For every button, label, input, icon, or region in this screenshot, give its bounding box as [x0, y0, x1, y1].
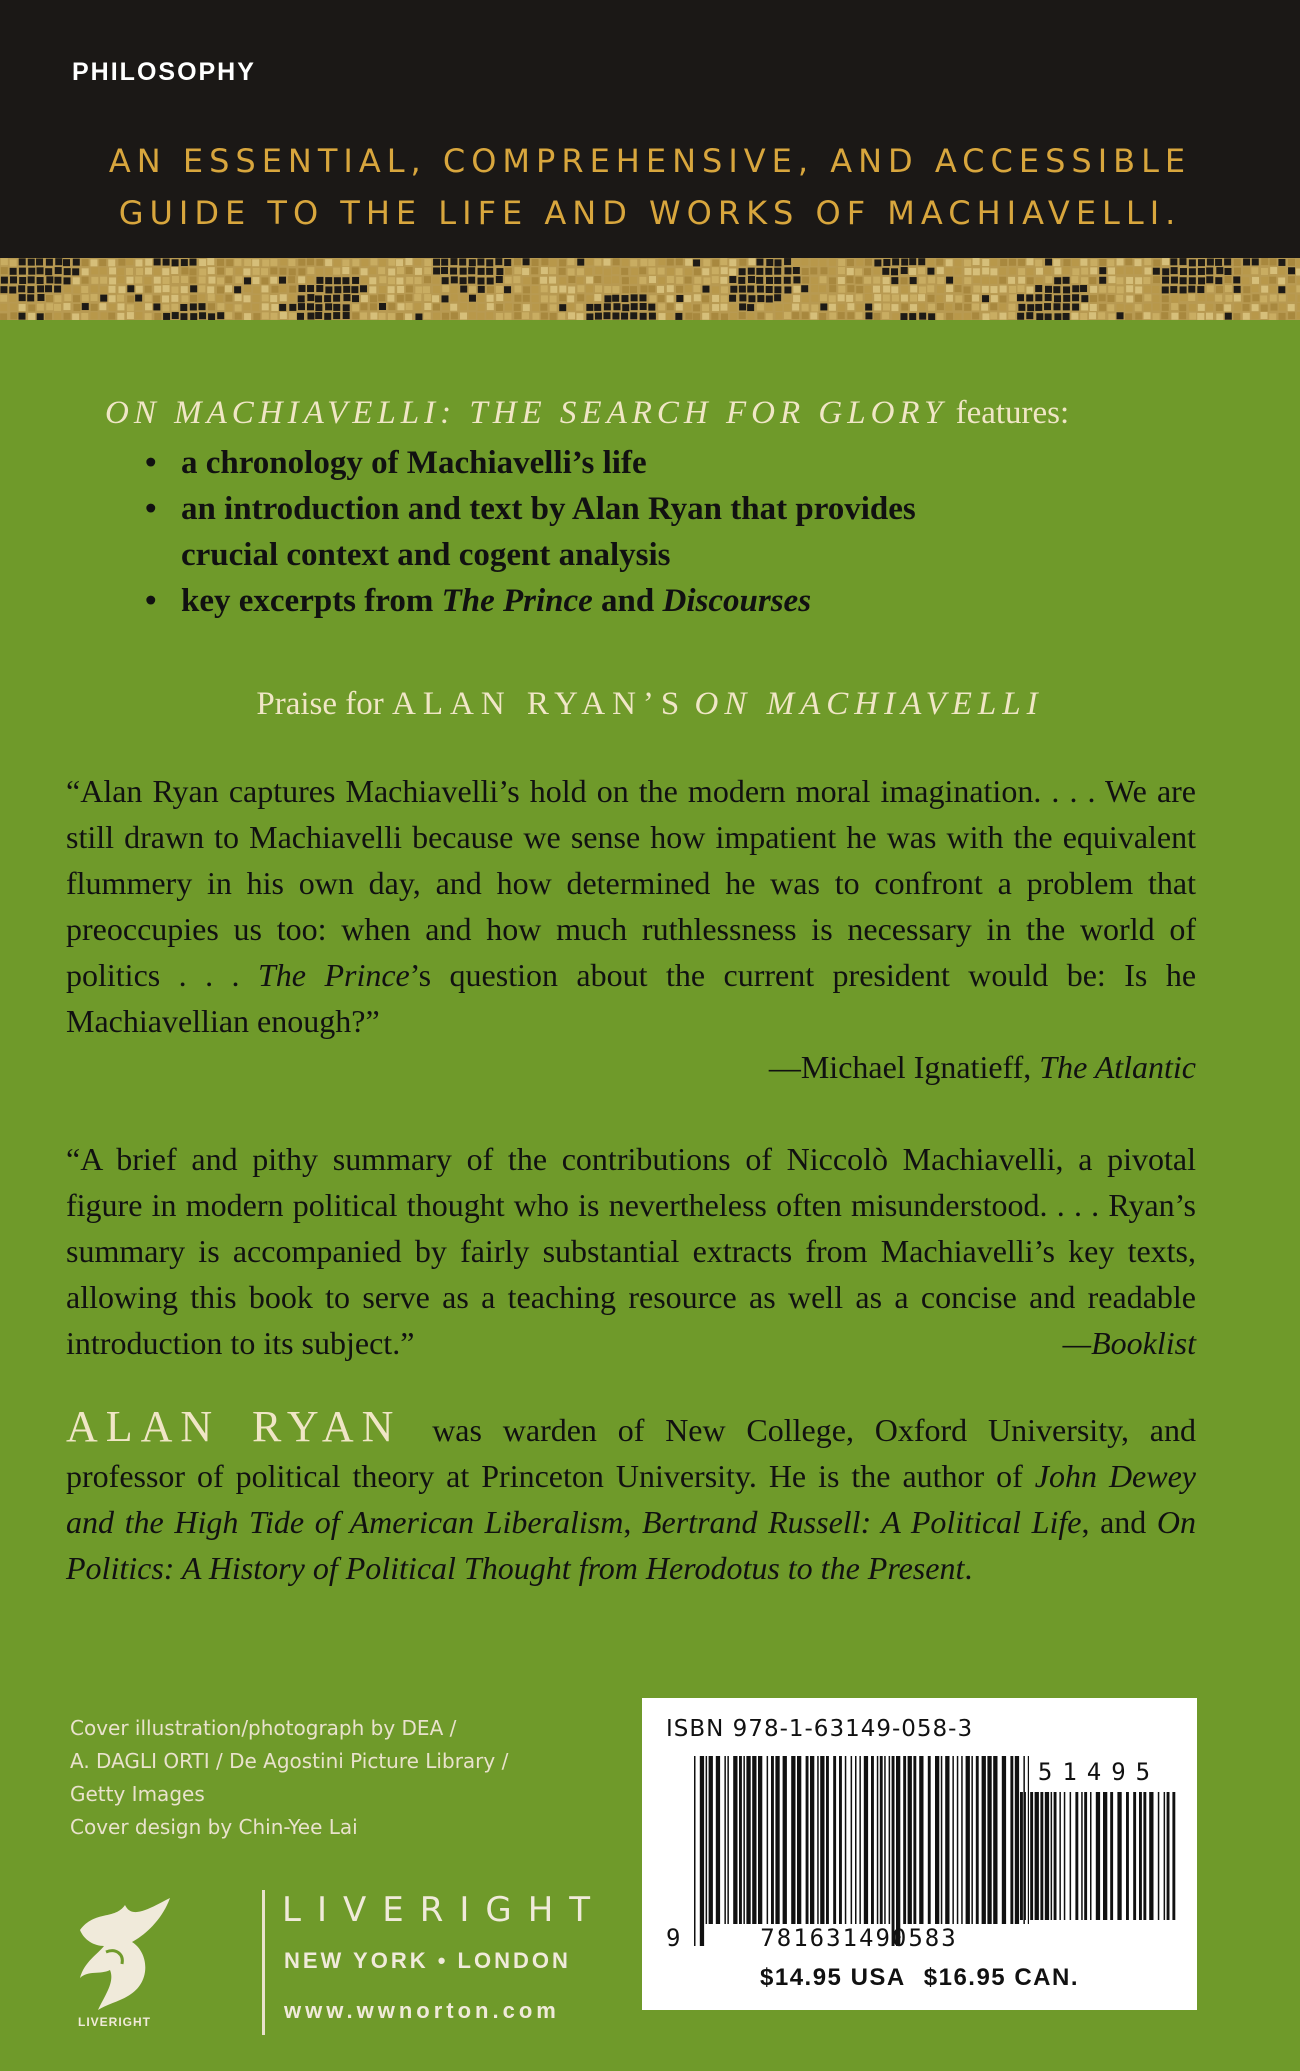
author-bio — [66, 1404, 1196, 1591]
bio-text: , — [623, 1504, 642, 1540]
blurb-quote — [66, 768, 1196, 1090]
feature-book-title: Discourses — [662, 583, 812, 619]
praise-book-title: ON MACHIAVELLI — [694, 686, 1044, 722]
prices — [642, 1964, 1197, 1992]
feature-book-title: The Prince — [441, 583, 593, 619]
bio-book-title: John Dewey and the High Tide of American Liberalism — [66, 1458, 1197, 1540]
praise-author: ALAN RYAN’S — [392, 686, 687, 722]
ean-digits: 781631490583 — [760, 1924, 958, 1952]
features-book-title: ON MACHIAVELLI: THE SEARCH FOR GLORY — [105, 395, 948, 431]
cover-credits — [70, 1712, 630, 1844]
publisher-website-link[interactable]: www.wwnorton.com — [284, 1998, 560, 2023]
publisher-cities: NEW YORK • LONDON — [284, 1948, 571, 1973]
quote-text — [66, 768, 1196, 1044]
features-heading — [105, 390, 1215, 436]
category-label: PHILOSOPHY — [72, 58, 256, 86]
feature-item-text: an introduction and text by Alan Ryan that provides — [181, 491, 916, 527]
quote-attribution — [66, 1044, 1196, 1090]
quote-source: —Booklist — [1062, 1325, 1196, 1361]
feature-item-text: and — [592, 583, 663, 619]
quote-text: “A brief and pithy summary of the contributions of Niccolò Machiavelli, a pivotal figure in modern political thought who is nevertheless often misunderstood. . . . Ryan’s summary is accompanied by fairly substantial extracts from Machiavelli’s key texts, allowing this book to serve as a teaching resource as well as a concise and readable introduction to its subject.” — [66, 1141, 1196, 1361]
liveright-horse-logo-icon — [70, 1890, 185, 2035]
credit-line: Cover design by Chin-Yee Lai — [70, 1815, 358, 1839]
mosaic-pattern — [0, 258, 1300, 320]
quote-source: The Atlantic — [1039, 1049, 1196, 1085]
isbn-label: ISBN 978-1-63149-058-3 — [666, 1716, 974, 1742]
logo-caption: LIVERIGHT — [78, 2015, 152, 2029]
tagline-line-1: AN ESSENTIAL, COMPREHENSIVE, AND ACCESSIBLE — [108, 142, 1192, 180]
features-section — [105, 390, 1215, 624]
barcode-box — [642, 1698, 1197, 2010]
feature-item — [145, 578, 1215, 624]
quote-author: —Michael Ignatieff, — [768, 1049, 1040, 1085]
feature-item — [145, 486, 1215, 578]
features-list — [105, 440, 1215, 624]
bio-author-name: ALAN RYAN — [66, 1402, 402, 1451]
bio-text: , and — [1081, 1504, 1157, 1540]
price-can: $16.95 CAN. — [923, 1964, 1079, 1991]
feature-item — [145, 440, 1215, 486]
price-usa: $14.95 USA — [760, 1964, 906, 1991]
feature-item-text: a chronology of Machiavelli’s life — [181, 445, 647, 481]
publisher-divider — [262, 1890, 265, 2035]
addon-digits: 51495 — [1037, 1758, 1161, 1786]
quote-text-part: “Alan Ryan captures Machiavelli’s hold on the modern moral imagination. . . . We are still drawn to Machiavelli because we sense how impatient he was with the equivalent flummery in his own day, and how determined he was to confront a problem that preoccupies us too: when and how much ruthlessness is necessary in the world of politics . . . — [66, 773, 1196, 993]
bio-text: was warden of New College, Oxford University, and professor of political theory at Princeton University. He is the author of — [66, 1412, 1197, 1494]
ean-barcode — [694, 1756, 1029, 1946]
publisher-block — [70, 1880, 607, 2050]
praise-heading — [0, 686, 1300, 723]
publisher-name: LIVERIGHT — [282, 1890, 607, 1930]
top-band — [0, 0, 1300, 258]
tagline — [0, 135, 1300, 239]
quote-book-title: The Prince — [258, 957, 410, 993]
addon-barcode — [1020, 1792, 1176, 1942]
tagline-line-2: GUIDE TO THE LIFE AND WORKS OF MACHIAVELLI. — [118, 194, 1182, 232]
praise-prefix: Praise for — [256, 686, 392, 722]
credit-line: Cover illustration/photograph by DEA / — [70, 1716, 457, 1740]
bio-book-title: Bertrand Russell: A Political Life — [641, 1504, 1082, 1540]
feature-item-text: key excerpts from — [181, 583, 442, 619]
quote-text-part: ’s question about the current president would be: Is he Machiavellian enough?” — [66, 957, 1197, 1039]
blurb-quote — [66, 1136, 1196, 1366]
credit-line: A. DAGLI ORTI / De Agostini Picture Library / — [70, 1749, 509, 1773]
feature-item-text: crucial context and cogent analysis — [181, 537, 671, 573]
features-heading-tail: features: — [947, 395, 1070, 431]
mosaic-band — [0, 258, 1300, 320]
bio-book-title: On Politics: A History of Political Thought from Herodotus to the Present — [66, 1504, 1197, 1586]
ean-first-digit: 9 — [666, 1924, 681, 1952]
credit-line: Getty Images — [70, 1782, 205, 1806]
bio-text: . — [964, 1550, 973, 1586]
